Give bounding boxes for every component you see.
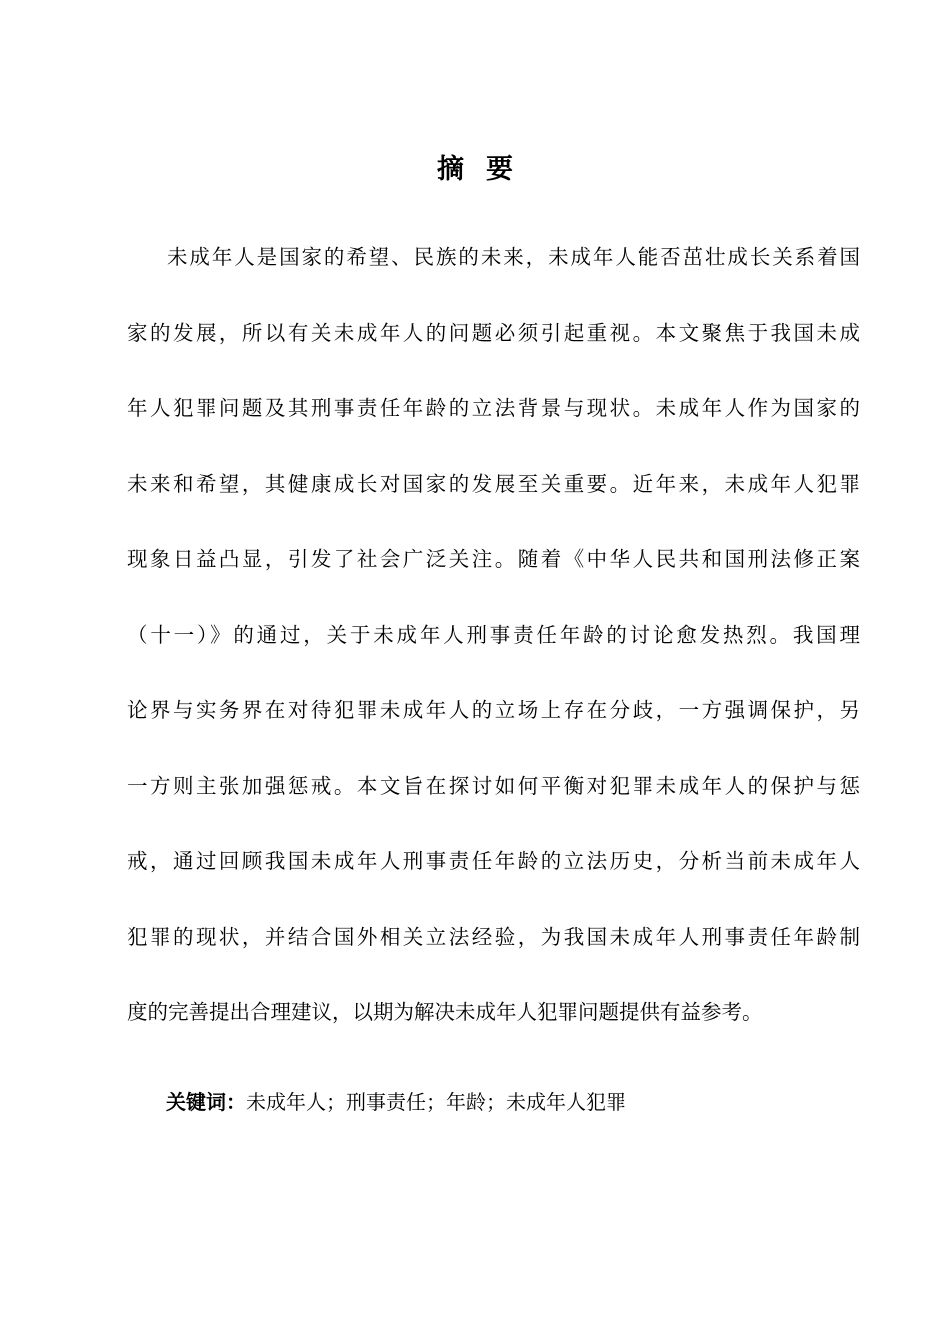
abstract-line: 犯罪的现状，并结合国外相关立法经验，为我国未成年人刑事责任年龄制 [127, 924, 860, 949]
abstract-line: 家的发展，所以有关未成年人的问题必须引起重视。本文聚焦于我国未成 [127, 320, 860, 345]
abstract-line: 一方则主张加强惩戒。本文旨在探讨如何平衡对犯罪未成年人的保护与惩 [127, 773, 860, 798]
abstract-title: 摘要 [437, 154, 535, 185]
abstract-line: 未成年人是国家的希望、民族的未来，未成年人能否茁壮成长关系着国 [167, 245, 860, 269]
abstract-line: 现象日益凸显，引发了社会广泛关注。随着《中华人民共和国刑法修正案 [127, 547, 860, 571]
keywords [166, 1084, 626, 1120]
abstract-line: 未来和希望，其健康成长对国家的发展至关重要。近年来，未成年人犯罪 [127, 471, 860, 496]
abstract-line: （十一）》的通过，关于未成年人刑事责任年龄的讨论愈发热烈。我国理 [127, 622, 860, 647]
abstract-line: 论界与实务界在对待犯罪未成年人的立场上存在分歧，一方强调保护，另 [127, 698, 860, 722]
keywords-label: 关键词： [166, 1090, 246, 1114]
abstract-body [127, 220, 860, 1051]
abstract-line: 年人犯罪问题及其刑事责任年龄的立法背景与现状。未成年人作为国家的 [127, 396, 860, 420]
keywords-text: 未成年人；刑事责任；年龄；未成年人犯罪 [246, 1090, 626, 1114]
abstract-line: 戒，通过回顾我国未成年人刑事责任年龄的立法历史，分析当前未成年人 [127, 849, 860, 873]
abstract-line: 度的完善提出合理建议，以期为解决未成年人犯罪问题提供有益参考。 [127, 1000, 763, 1024]
